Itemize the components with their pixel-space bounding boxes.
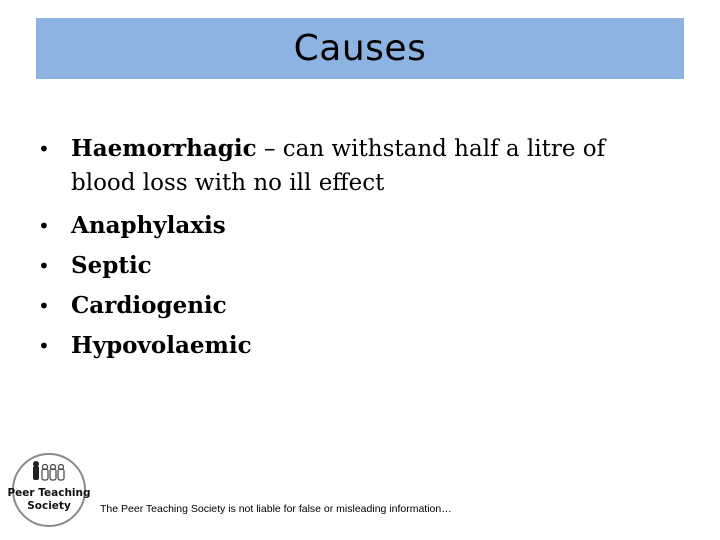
bullet-item-septic [38, 246, 678, 286]
bullet-term: Septic [71, 252, 152, 279]
bullet-term: Haemorrhagic [71, 135, 257, 162]
logo-graphic [8, 452, 90, 528]
bullet-item-haemorrhagic [38, 132, 678, 200]
bullet-marker: • [38, 334, 50, 358]
bullet-marker: • [38, 137, 50, 161]
logo-line1: Peer Teaching [8, 487, 90, 499]
bullet-list [38, 132, 678, 366]
peer-teaching-society-logo-icon [8, 452, 90, 528]
bullet-item-cardiogenic [38, 286, 678, 326]
footer-disclaimer: The Peer Teaching Society is not liable for false or misleading information… [100, 503, 452, 515]
bullet-marker: • [38, 294, 50, 318]
bullet-term: Cardiogenic [71, 292, 227, 319]
bullet-detail-line2: blood loss with no ill effect [71, 170, 385, 196]
slide-title: Causes [293, 28, 427, 69]
bullet-term: Hypovolaemic [71, 332, 252, 359]
bullet-item-anaphylaxis [38, 206, 678, 246]
slide-title-bar [36, 18, 684, 79]
bullet-marker: • [38, 254, 50, 278]
bullet-item-hypovolaemic [38, 326, 678, 366]
logo-line2: Society [27, 500, 71, 512]
bullet-detail-line1: – can withstand half a litre of [256, 136, 606, 162]
bullet-marker: • [38, 214, 50, 238]
bullet-term: Anaphylaxis [71, 212, 226, 239]
